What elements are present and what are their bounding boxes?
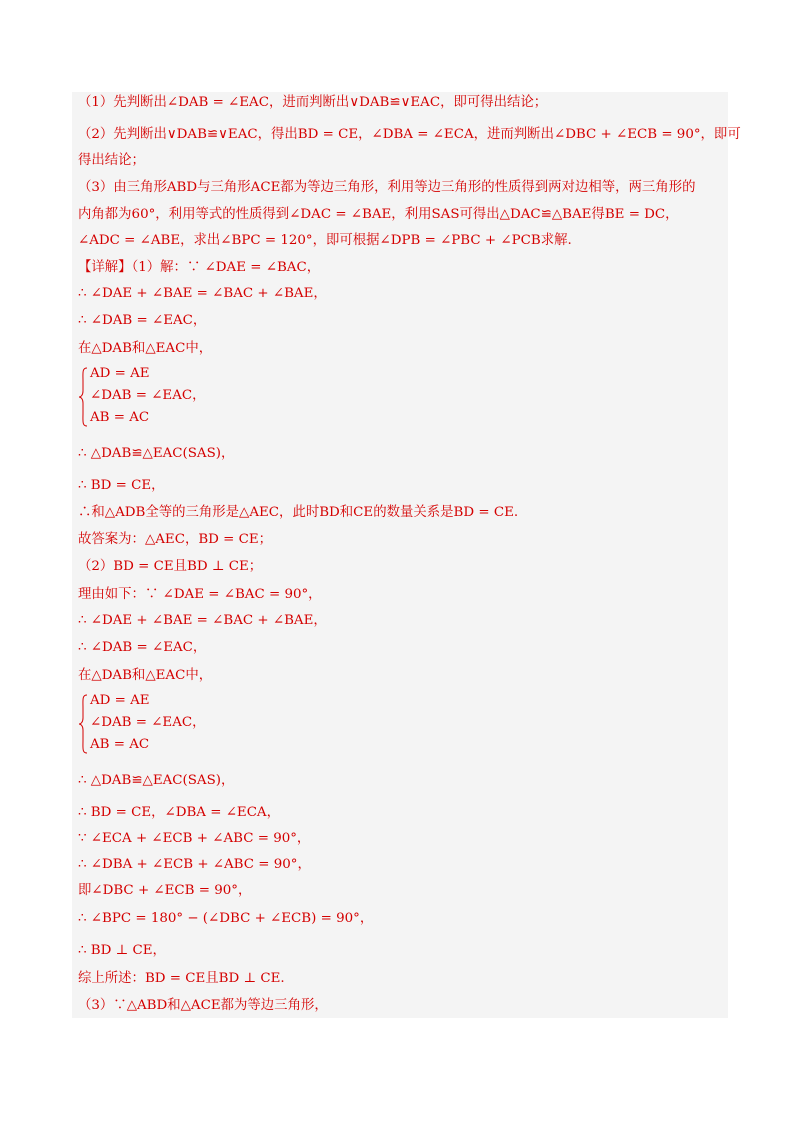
analysis-line-5: 内角都为60°，利用等式的性质得到∠DAC = ∠BAE，利用SAS可得出△DAC≌△BAE得BE = DC，: [78, 207, 679, 222]
analysis-line-1: （1）先判断出∠DAB = ∠EAC，进而判断出∨DAB≌∨EAC，即可得出结论；: [78, 95, 548, 110]
detail-line-2: ∴ ∠DAE + ∠BAE = ∠BAC + ∠BAE，: [78, 286, 327, 301]
detail-line-13: 在△DAB和△EAC中，: [78, 668, 213, 683]
equation-2: ∠DAB = ∠EAC，: [90, 388, 206, 403]
detail-line-17: ∴ ∠DBA + ∠ECB + ∠ABC = 90°，: [78, 857, 311, 872]
detail-line-10: 理由如下：∵ ∠DAE = ∠BAC = 90°，: [78, 587, 322, 602]
equation-3: AB = AC: [90, 410, 150, 425]
analysis-line-2: （2）先判断出∨DAB≌∨EAC，得出BD = CE，∠DBA = ∠ECA，进而判断出∠DBC + ∠ECB = 90°，即可: [78, 127, 741, 142]
equation-1: AD = AE: [90, 366, 150, 381]
detail-line-5: ∴ △DAB≌△EAC(SAS)，: [78, 446, 235, 461]
solution-page: [72, 92, 741, 1018]
left-brace-icon: [78, 367, 88, 427]
detail-line-14: ∴ △DAB≌△EAC(SAS)，: [78, 773, 235, 788]
equation-2: ∠DAB = ∠EAC，: [90, 715, 206, 730]
equation-system-2: [78, 694, 278, 756]
analysis-line-6: ∠ADC = ∠ABE，求出∠BPC = 120°，即可根据∠DPB = ∠PBC + ∠PCB求解.: [78, 233, 572, 248]
detail-line-19: ∴ ∠BPC = 180° − (∠DBC + ∠ECB) = 90°，: [78, 911, 374, 926]
detail-line-1: 【详解】（1）解：∵ ∠DAE = ∠BAC，: [78, 260, 321, 275]
detail-line-4: 在△DAB和△EAC中，: [78, 341, 213, 356]
detail-line-15: ∴ BD = CE，∠DBA = ∠ECA，: [78, 805, 280, 820]
detail-line-7: ∴和△ADB全等的三角形是△AEC，此时BD和CE的数量关系是BD = CE.: [78, 505, 519, 520]
analysis-line-4: （3）由三角形ABD与三角形ACE都为等边三角形，利用等边三角形的性质得到两对边相等，两三角形的: [78, 180, 696, 195]
detail-line-20: ∴ BD ⊥ CE，: [78, 943, 166, 958]
detail-line-22: （3）∵△ABD和△ACE都为等边三角形，: [78, 998, 328, 1013]
equation-3: AB = AC: [90, 737, 150, 752]
detail-line-18: 即∠DBC + ∠ECB = 90°，: [78, 883, 252, 898]
detail-line-11: ∴ ∠DAE + ∠BAE = ∠BAC + ∠BAE，: [78, 613, 327, 628]
detail-line-16: ∵ ∠ECA + ∠ECB + ∠ABC = 90°，: [78, 831, 311, 846]
detail-line-12: ∴ ∠DAB = ∠EAC，: [78, 640, 207, 655]
detail-line-3: ∴ ∠DAB = ∠EAC，: [78, 313, 207, 328]
detail-line-6: ∴ BD = CE，: [78, 478, 165, 493]
detail-line-9: （2）BD = CE且BD ⊥ CE；: [78, 559, 263, 574]
left-brace-icon: [78, 694, 88, 754]
equation-1: AD = AE: [90, 693, 150, 708]
detail-line-21: 综上所述：BD = CE且BD ⊥ CE.: [78, 971, 285, 986]
detail-line-8: 故答案为：△AEC，BD = CE；: [78, 532, 273, 547]
analysis-line-3: 得出结论；: [78, 153, 145, 168]
equation-system-1: [78, 367, 278, 429]
